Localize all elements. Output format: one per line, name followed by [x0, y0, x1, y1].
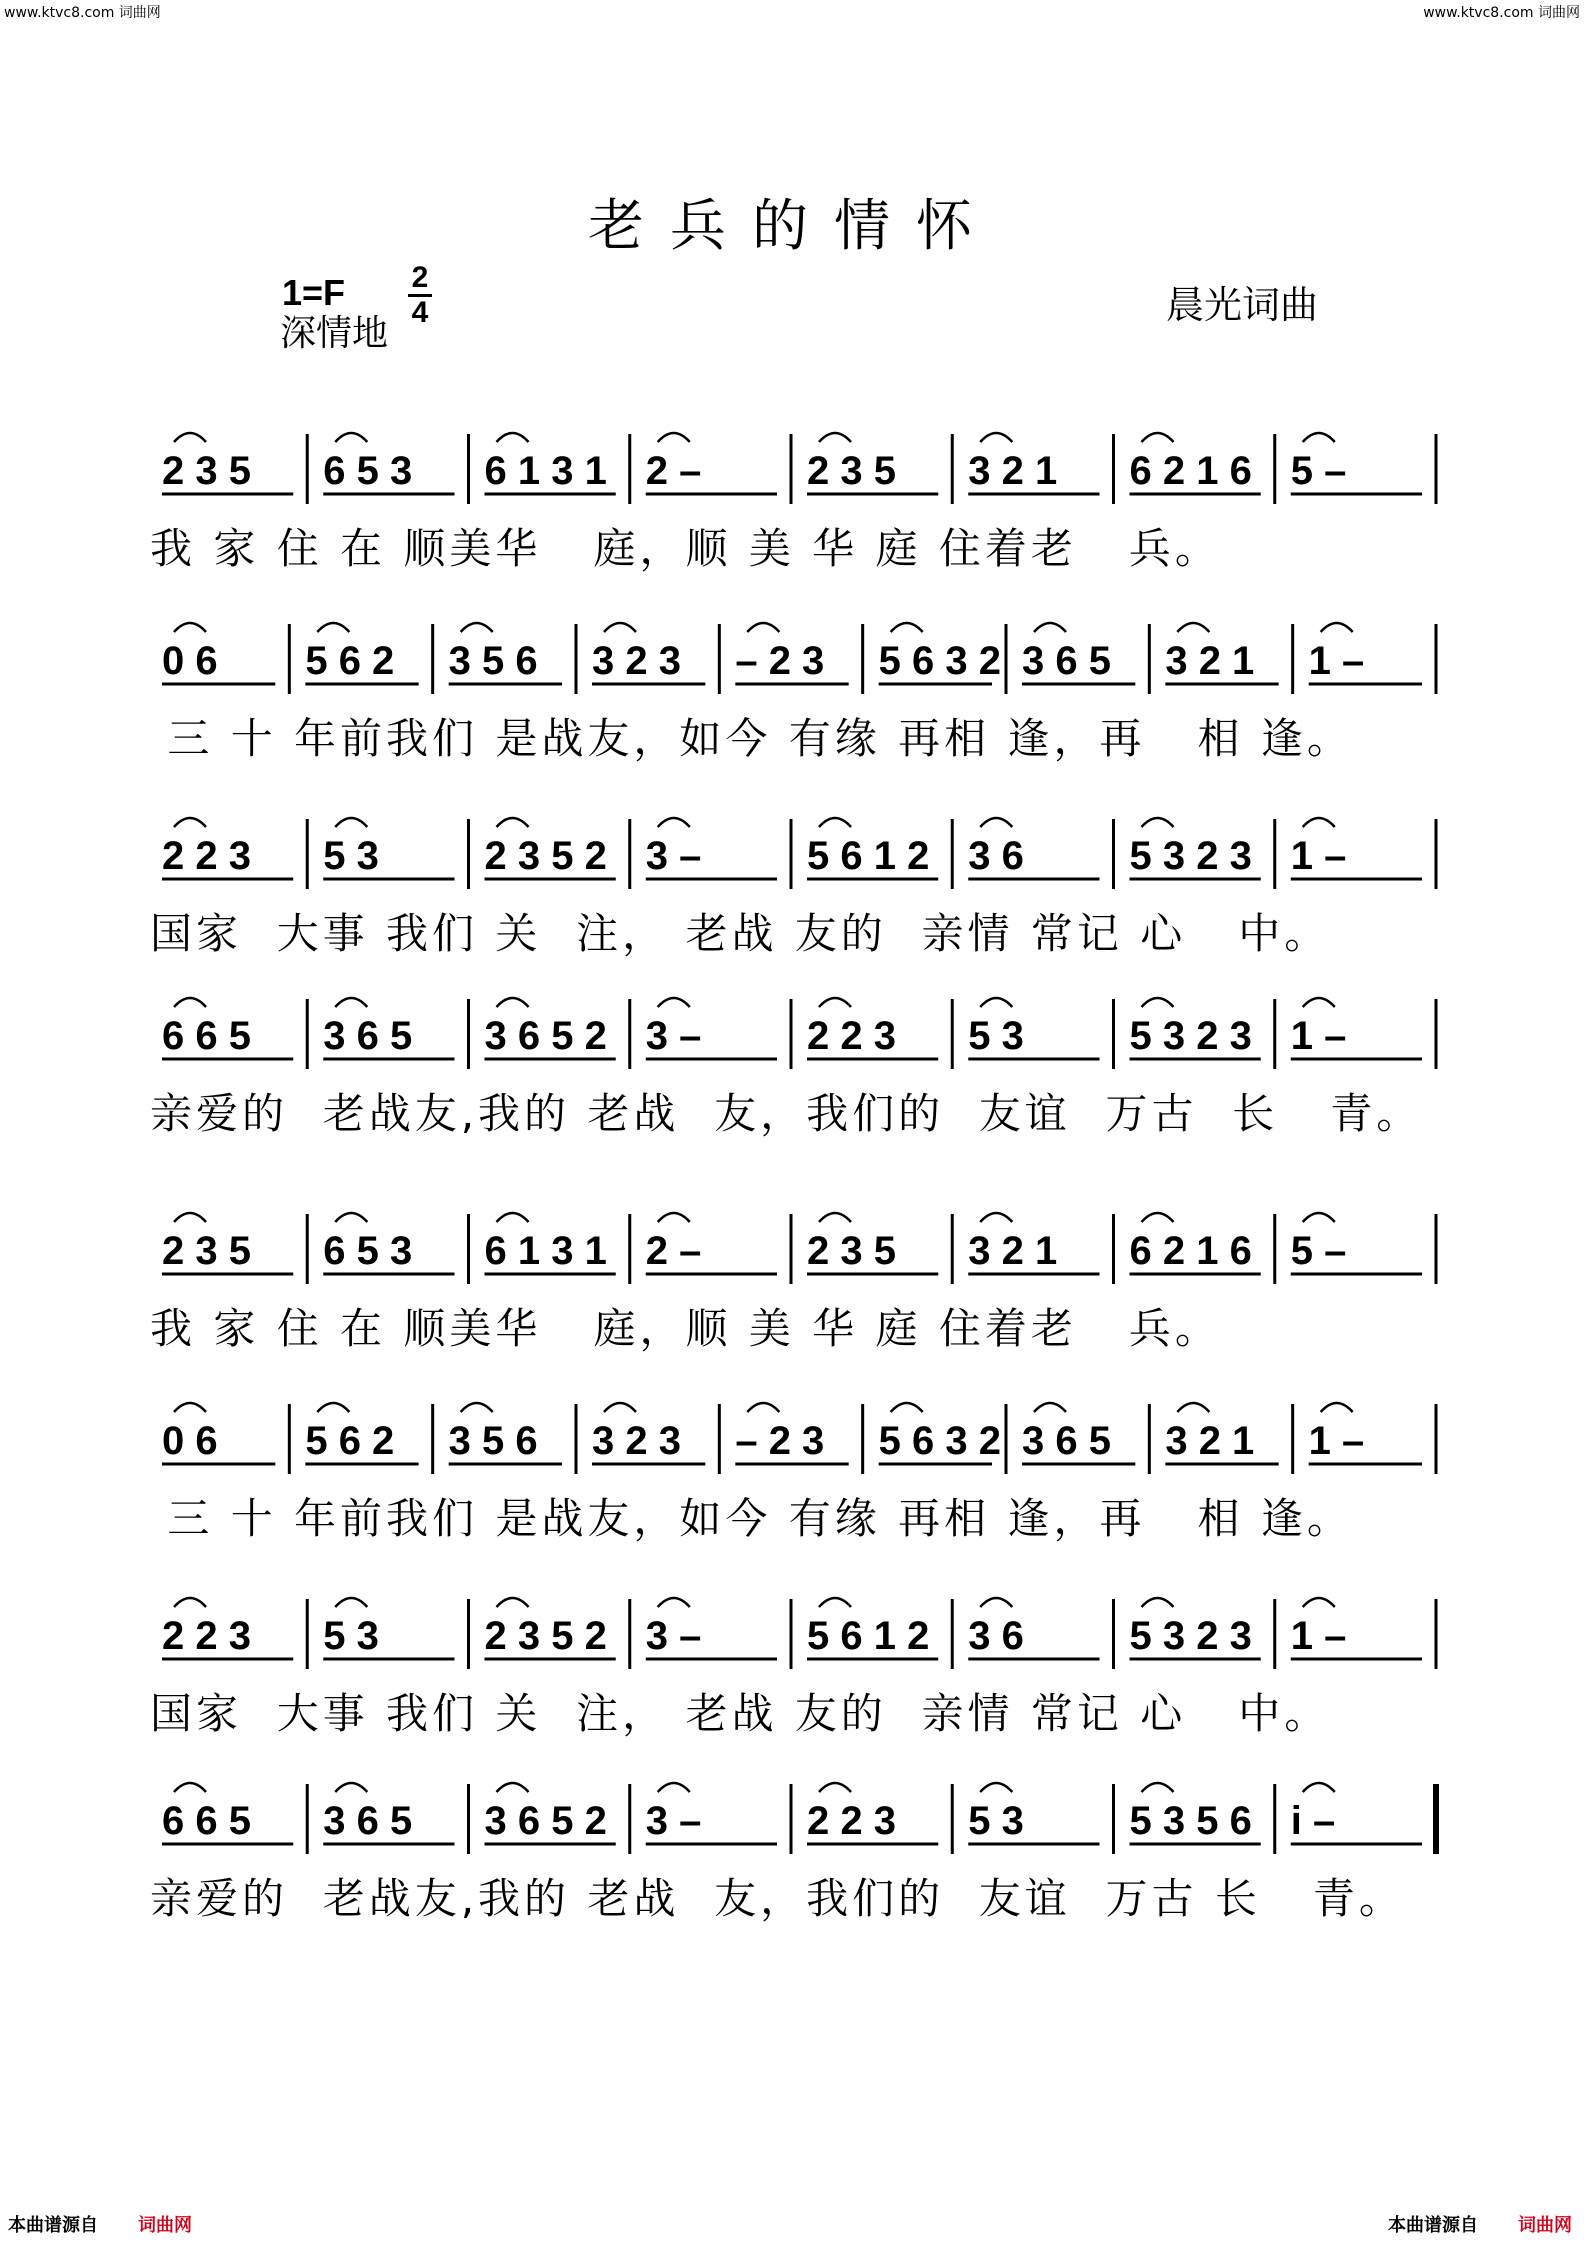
slur-arc — [891, 623, 923, 632]
measure-notes: 3 6 — [968, 834, 1024, 878]
measure-notes: 3 6 5 — [323, 1014, 413, 1058]
lyrics-line: 我 家 住 在 顺美华 庭，顺 美 华 庭 住着老 兵。 — [150, 1304, 1221, 1353]
measure-notes: 3 5 6 — [448, 639, 538, 683]
slur-arc — [317, 623, 349, 632]
measure-notes: 5 6 1 2 — [807, 1614, 930, 1658]
measure-notes: 1 – — [1290, 834, 1347, 878]
slur-arc — [1321, 1403, 1353, 1412]
notes-line — [150, 1390, 1440, 1490]
slur-arc — [980, 1598, 1012, 1607]
measure-notes: 3 2 1 — [1165, 639, 1255, 683]
slur-arc — [174, 1213, 206, 1222]
notes-svg — [150, 610, 1440, 710]
measure-notes: 5 3 2 3 — [1129, 1014, 1252, 1058]
notes-svg — [150, 1390, 1440, 1490]
measure-notes: 0 6 — [162, 639, 218, 683]
notes-line — [150, 1585, 1440, 1685]
measure-notes: 3 6 — [968, 1614, 1024, 1658]
notes-svg — [150, 420, 1440, 520]
lyrics-line: 国家 大事 我们 关 注， 老战 友的 亲情 常记 心 中。 — [150, 909, 1331, 958]
measure-notes: 6 6 5 — [162, 1014, 251, 1058]
measure-notes: 5 3 — [968, 1014, 1024, 1058]
footer-source-right: 本曲谱源自 — [1388, 2215, 1478, 2236]
measure-notes: 5 6 2 — [305, 639, 395, 683]
measure-notes: 6 5 3 — [323, 449, 413, 493]
measure-notes: 1 – — [1308, 1419, 1365, 1463]
measure-notes: 3 – — [645, 1799, 702, 1843]
slur-arc — [747, 1403, 779, 1412]
measure-notes: 5 – — [1290, 1229, 1347, 1273]
notes-line — [150, 420, 1440, 520]
slur-arc — [819, 1783, 851, 1792]
slur-arc — [1142, 1598, 1174, 1607]
slur-arc — [1303, 1598, 1335, 1607]
slur-arc — [1142, 1213, 1174, 1222]
measure-notes: 2 3 5 — [162, 1229, 251, 1273]
measure-notes: 2 2 3 — [162, 1614, 251, 1658]
slur-arc — [1142, 998, 1174, 1007]
slur-arc — [174, 623, 206, 632]
slur-arc — [174, 998, 206, 1007]
measure-notes: 5 3 2 3 — [1129, 1614, 1252, 1658]
slur-arc — [658, 1598, 690, 1607]
slur-arc — [747, 623, 779, 632]
slur-arc — [497, 1783, 529, 1792]
slur-arc — [174, 1598, 206, 1607]
slur-arc — [1303, 1783, 1335, 1792]
slur-arc — [1177, 1403, 1209, 1412]
lyrics-line: 三 十 年前我们 是战友，如今 有缘 再相 逢，再 相 逢。 — [150, 1494, 1353, 1543]
measure-notes: 3 6 5 2 — [484, 1014, 607, 1058]
measure-notes: 2 3 5 — [807, 449, 896, 493]
time-signature-top: 2 — [411, 261, 429, 294]
measure-notes: 5 – — [1290, 449, 1347, 493]
measure-notes: 2 2 3 — [807, 1014, 896, 1058]
measure-notes: 5 3 — [323, 834, 379, 878]
slur-arc — [658, 433, 690, 442]
footer-right — [1388, 2211, 1572, 2237]
author-credit: 晨光词曲 — [1166, 283, 1319, 327]
slur-arc — [658, 1213, 690, 1222]
measure-notes: 6 5 3 — [323, 1229, 413, 1273]
slur-arc — [658, 998, 690, 1007]
time-signature — [406, 262, 434, 329]
measure-notes: 0 6 — [162, 1419, 218, 1463]
notes-line — [150, 805, 1440, 905]
slur-arc — [335, 1213, 367, 1222]
notes-line — [150, 610, 1440, 710]
header-url-right[interactable]: www.ktvc8.com 词曲网 — [1423, 5, 1580, 21]
notes-svg — [150, 985, 1440, 1085]
slur-arc — [174, 433, 206, 442]
measure-notes: 3 2 3 — [592, 639, 681, 683]
slur-arc — [317, 1403, 349, 1412]
lyrics-line: 亲爱的 老战友,我的 老战 友，我们的 友谊 万古 长 青。 — [150, 1874, 1405, 1923]
measure-notes: 5 3 5 6 — [1129, 1799, 1252, 1843]
notes-svg — [150, 1770, 1440, 1870]
slur-arc — [658, 818, 690, 827]
slur-arc — [980, 1783, 1012, 1792]
slur-arc — [335, 998, 367, 1007]
slur-arc — [497, 1213, 529, 1222]
notes-line — [150, 1200, 1440, 1300]
measure-notes: 3 6 5 2 — [484, 1799, 607, 1843]
slur-arc — [174, 818, 206, 827]
slur-arc — [980, 1213, 1012, 1222]
slur-arc — [980, 433, 1012, 442]
footer-left — [8, 2211, 192, 2237]
measure-notes: – 2 3 — [735, 1419, 825, 1463]
measure-notes: 3 2 1 — [968, 449, 1058, 493]
slur-arc — [335, 818, 367, 827]
slur-arc — [819, 818, 851, 827]
slur-arc — [980, 818, 1012, 827]
slur-arc — [980, 998, 1012, 1007]
measure-notes: 6 2 1 6 — [1129, 1229, 1252, 1273]
measure-notes: 3 2 1 — [1165, 1419, 1255, 1463]
slur-arc — [174, 1783, 206, 1792]
measure-notes: 5 6 3 2 — [878, 1419, 1001, 1463]
notes-line — [150, 985, 1440, 1085]
measure-notes: 3 6 5 — [1022, 1419, 1111, 1463]
slur-arc — [335, 1598, 367, 1607]
measure-notes: – 2 3 — [735, 639, 825, 683]
measure-notes: 2 2 3 — [807, 1799, 896, 1843]
slur-arc — [604, 623, 636, 632]
slur-arc — [658, 1783, 690, 1792]
measure-notes: i – — [1290, 1799, 1336, 1843]
slur-arc — [497, 1598, 529, 1607]
measure-notes: 5 6 3 2 — [878, 639, 1001, 683]
slur-arc — [1303, 818, 1335, 827]
slur-arc — [819, 433, 851, 442]
measure-notes: 2 – — [645, 449, 702, 493]
measure-notes: 3 – — [645, 1614, 702, 1658]
lyrics-line: 亲爱的 老战友,我的 老战 友，我们的 友谊 万古 长 青。 — [150, 1089, 1423, 1138]
measure-notes: 5 3 — [323, 1614, 379, 1658]
measure-notes: 6 1 3 1 — [484, 449, 607, 493]
slur-arc — [1142, 433, 1174, 442]
measure-notes: 2 3 5 — [807, 1229, 896, 1273]
lyrics-line: 我 家 住 在 顺美华 庭，顺 美 华 庭 住着老 兵。 — [150, 524, 1221, 573]
lyrics-line: 国家 大事 我们 关 注， 老战 友的 亲情 常记 心 中。 — [150, 1689, 1331, 1738]
slur-arc — [1303, 998, 1335, 1007]
slur-arc — [1142, 818, 1174, 827]
notes-svg — [150, 1585, 1440, 1685]
measure-notes: 3 2 3 — [592, 1419, 681, 1463]
measure-notes: 6 1 3 1 — [484, 1229, 607, 1273]
notes-svg — [150, 1200, 1440, 1300]
measure-notes: 6 2 1 6 — [1129, 449, 1252, 493]
notes-svg — [150, 805, 1440, 905]
measure-notes: 5 3 2 3 — [1129, 834, 1252, 878]
slur-arc — [461, 623, 493, 632]
measure-notes: 2 3 5 2 — [484, 834, 607, 878]
measure-notes: 5 6 1 2 — [807, 834, 930, 878]
tempo-marking: 深情地 — [280, 313, 389, 354]
measure-notes: 3 6 5 — [323, 1799, 413, 1843]
slur-arc — [335, 1783, 367, 1792]
slur-arc — [1321, 623, 1353, 632]
slur-arc — [604, 1403, 636, 1412]
slur-arc — [1034, 1403, 1066, 1412]
measure-notes: 6 6 5 — [162, 1799, 251, 1843]
measure-notes: 1 – — [1290, 1614, 1347, 1658]
measure-notes: 1 – — [1290, 1014, 1347, 1058]
slur-arc — [1142, 1783, 1174, 1792]
slur-arc — [335, 433, 367, 442]
measure-notes: 3 6 5 — [1022, 639, 1111, 683]
slur-arc — [1177, 623, 1209, 632]
measure-notes: 3 2 1 — [968, 1229, 1058, 1273]
slur-arc — [819, 998, 851, 1007]
slur-arc — [497, 818, 529, 827]
lyrics-line: 三 十 年前我们 是战友，如今 有缘 再相 逢，再 相 逢。 — [150, 714, 1353, 763]
key-signature: 1=F — [282, 272, 346, 313]
footer-net-right[interactable]: 词曲网 — [1518, 2215, 1572, 2236]
footer-source-left: 本曲谱源自 — [8, 2215, 98, 2236]
measure-notes: 2 – — [645, 1229, 702, 1273]
measure-notes: 2 3 5 2 — [484, 1614, 607, 1658]
slur-arc — [461, 1403, 493, 1412]
measure-notes: 3 – — [645, 1014, 702, 1058]
measure-notes: 5 6 2 — [305, 1419, 395, 1463]
measure-notes: 5 3 — [968, 1799, 1024, 1843]
measure-notes: 3 5 6 — [448, 1419, 538, 1463]
footer-net-left[interactable]: 词曲网 — [138, 2215, 192, 2236]
slur-arc — [819, 1213, 851, 1222]
measure-notes: 2 3 5 — [162, 449, 251, 493]
slur-arc — [891, 1403, 923, 1412]
slur-arc — [497, 998, 529, 1007]
measure-notes: 1 – — [1308, 639, 1365, 683]
slur-arc — [1303, 433, 1335, 442]
song-title: 老兵的情怀 — [588, 194, 998, 259]
slur-arc — [819, 1598, 851, 1607]
measure-notes: 3 – — [645, 834, 702, 878]
header-url-left[interactable]: www.ktvc8.com 词曲网 — [4, 5, 161, 21]
measure-notes: 2 2 3 — [162, 834, 251, 878]
slur-arc — [1034, 623, 1066, 632]
time-signature-bottom: 4 — [411, 296, 429, 329]
notes-line — [150, 1770, 1440, 1870]
slur-arc — [1303, 1213, 1335, 1222]
slur-arc — [174, 1403, 206, 1412]
slur-arc — [497, 433, 529, 442]
